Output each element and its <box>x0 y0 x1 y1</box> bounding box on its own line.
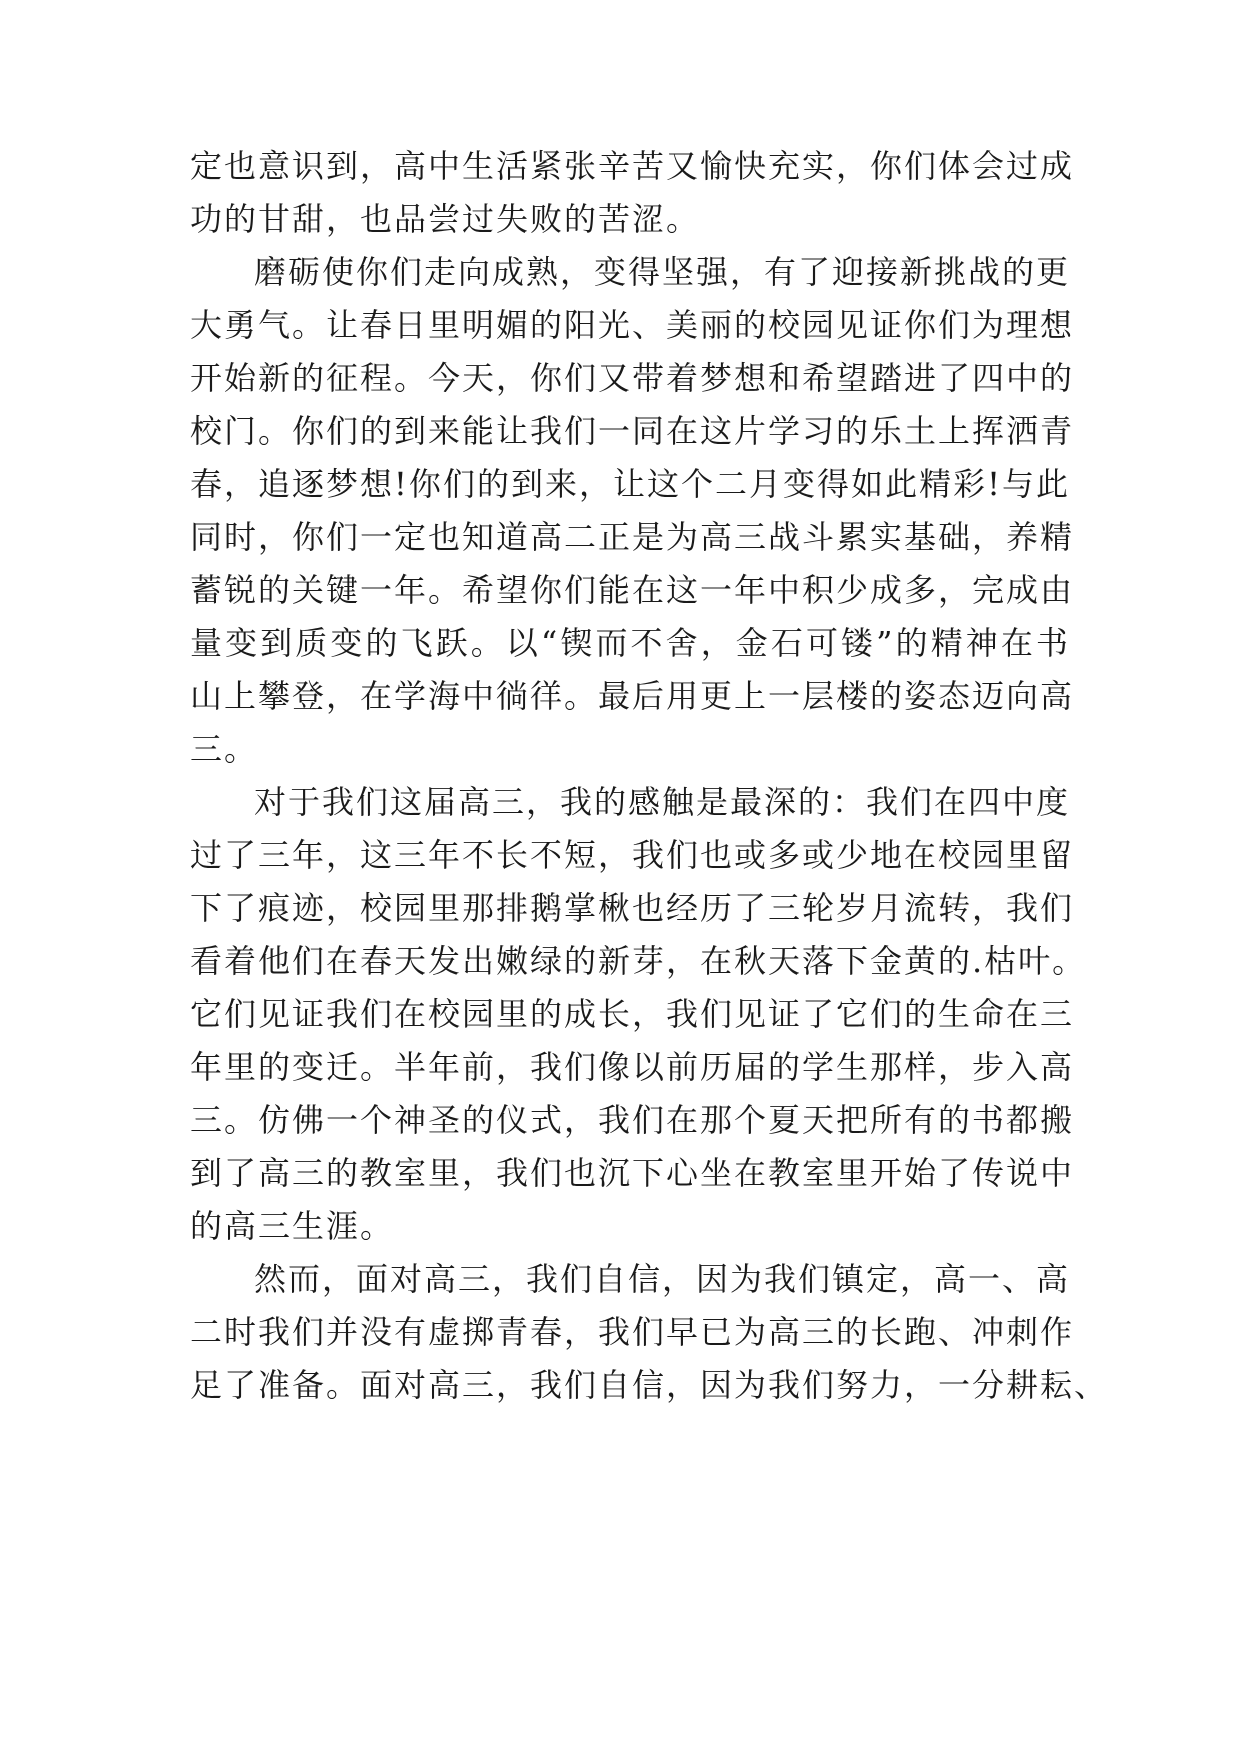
text-line: 校门。你们的到来能让我们一同在这片学习的乐土上挥洒青 <box>190 412 1075 450</box>
text-line: 二时我们并没有虚掷青春，我们早已为高三的长跑、冲刺作 <box>190 1313 1075 1351</box>
text-line: 到了高三的教室里，我们也沉下心坐在教室里开始了传说中 <box>190 1154 1075 1192</box>
text-line: 年里的变迁。半年前，我们像以前历届的学生那样，步入高 <box>190 1048 1075 1086</box>
text-line: 山上攀登，在学海中徜徉。最后用更上一层楼的姿态迈向高 <box>190 677 1075 715</box>
paragraph-start-line: 对于我们这届高三，我的感触是最深的：我们在四中度 <box>254 783 1071 821</box>
text-line: 三。 <box>190 730 259 768</box>
text-line: 定也意识到，高中生活紧张辛苦又愉快充实，你们体会过成 <box>190 147 1075 185</box>
text-line: 它们见证我们在校园里的成长，我们见证了它们的生命在三 <box>190 995 1075 1033</box>
text-line: 量变到质变的飞跃。以“锲而不舍，金石可镂”的精神在书 <box>190 624 1070 662</box>
text-line: 过了三年，这三年不长不短，我们也或多或少地在校园里留 <box>190 836 1075 874</box>
text-line: 的高三生涯。 <box>190 1207 395 1245</box>
paragraph-start-line: 磨砺使你们走向成熟，变得坚强，有了迎接新挑战的更 <box>254 253 1071 291</box>
text-line: 同时，你们一定也知道高二正是为高三战斗累实基础，养精 <box>190 518 1075 556</box>
text-line: 下了痕迹，校园里那排鹅掌楸也经历了三轮岁月流转，我们 <box>190 889 1075 927</box>
text-line: 开始新的征程。今天，你们又带着梦想和希望踏进了四中的 <box>190 359 1075 397</box>
text-line: 看着他们在春天发出嫩绿的新芽，在秋天落下金黄的.枯叶。 <box>190 942 1087 980</box>
text-line: 功的甘甜，也品尝过失败的苦涩。 <box>190 200 701 238</box>
text-line: 大勇气。让春日里明媚的阳光、美丽的校园见证你们为理想 <box>190 306 1075 344</box>
text-line: 春，追逐梦想!你们的到来，让这个二月变得如此精彩!与此 <box>190 465 1070 503</box>
text-line: 三。仿佛一个神圣的仪式，我们在那个夏天把所有的书都搬 <box>190 1101 1075 1139</box>
text-line: 足了准备。面对高三，我们自信，因为我们努力，一分耕耘、 <box>190 1366 1109 1404</box>
paragraph-start-line: 然而，面对高三，我们自信，因为我们镇定，高一、高 <box>254 1260 1071 1298</box>
text-line: 蓄锐的关键一年。希望你们能在这一年中积少成多，完成由 <box>190 571 1075 609</box>
